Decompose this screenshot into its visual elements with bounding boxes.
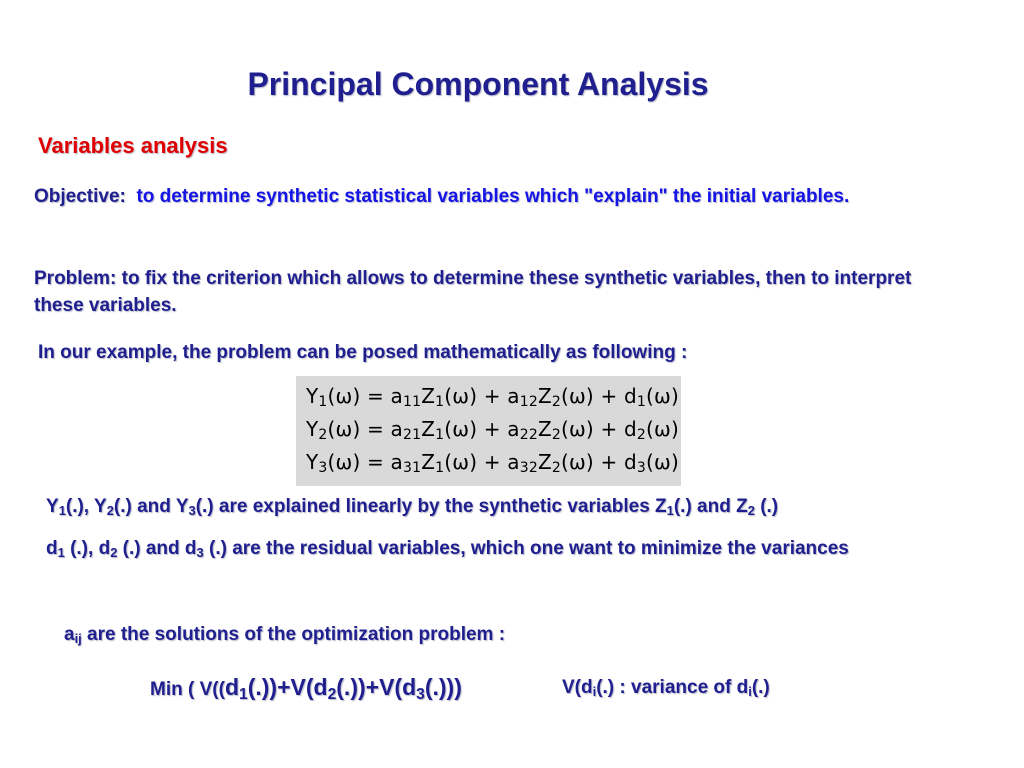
section-subtitle: Variables analysis <box>38 133 228 158</box>
explained-statement: $Y_1(.)$, $Y_2(.)$ and $Y_3(.)$ are explained linearly by the synthetic variables $Z_1(.)$ and $Z_2$ (.) <box>46 496 779 519</box>
equation-box <box>296 376 681 486</box>
objective-label: Objective: <box>34 186 126 207</box>
equation-line: $Y_1(\omega) = a_{11}Z_1(\omega) + a_{12}Z_2(\omega) + d_1(\omega)$ <box>306 384 679 410</box>
variance-note: $V(d_i(.)$ : variance of $d_i(.)$ <box>562 677 770 700</box>
example-intro: In our example, the problem can be posed mathematically as following : <box>38 342 688 363</box>
equation-line: $Y_3(\omega) = a_{31}Z_1(\omega) + a_{32}Z_2(\omega) + d_3(\omega)$ <box>306 450 679 476</box>
objective-text: to determine synthetic statistical variables which "explain" the initial variables. <box>136 186 850 207</box>
problem-paragraph: Problem: to fix the criterion which allows to determine these synthetic variables, then to interpret these variables. <box>34 268 912 316</box>
minimize-expression: Min ( $V((d_1(.))+V(d_2(.))+V(d_3(.)))$ <box>150 674 462 703</box>
aij-statement: $a_{ij}$ are the solutions of the optimization problem : <box>64 624 506 647</box>
equation-line: $Y_2(\omega) = a_{21}Z_1(\omega) + a_{22}Z_2(\omega) + d_2(\omega)$ <box>306 417 679 443</box>
residual-statement: $d_1$ (.), $d_2$ (.) and $d_3$ (.) are the residual variables, which one want to minimize the variances <box>46 538 849 561</box>
slide-title: Principal Component Analysis <box>247 66 709 102</box>
objective-paragraph <box>34 183 934 210</box>
